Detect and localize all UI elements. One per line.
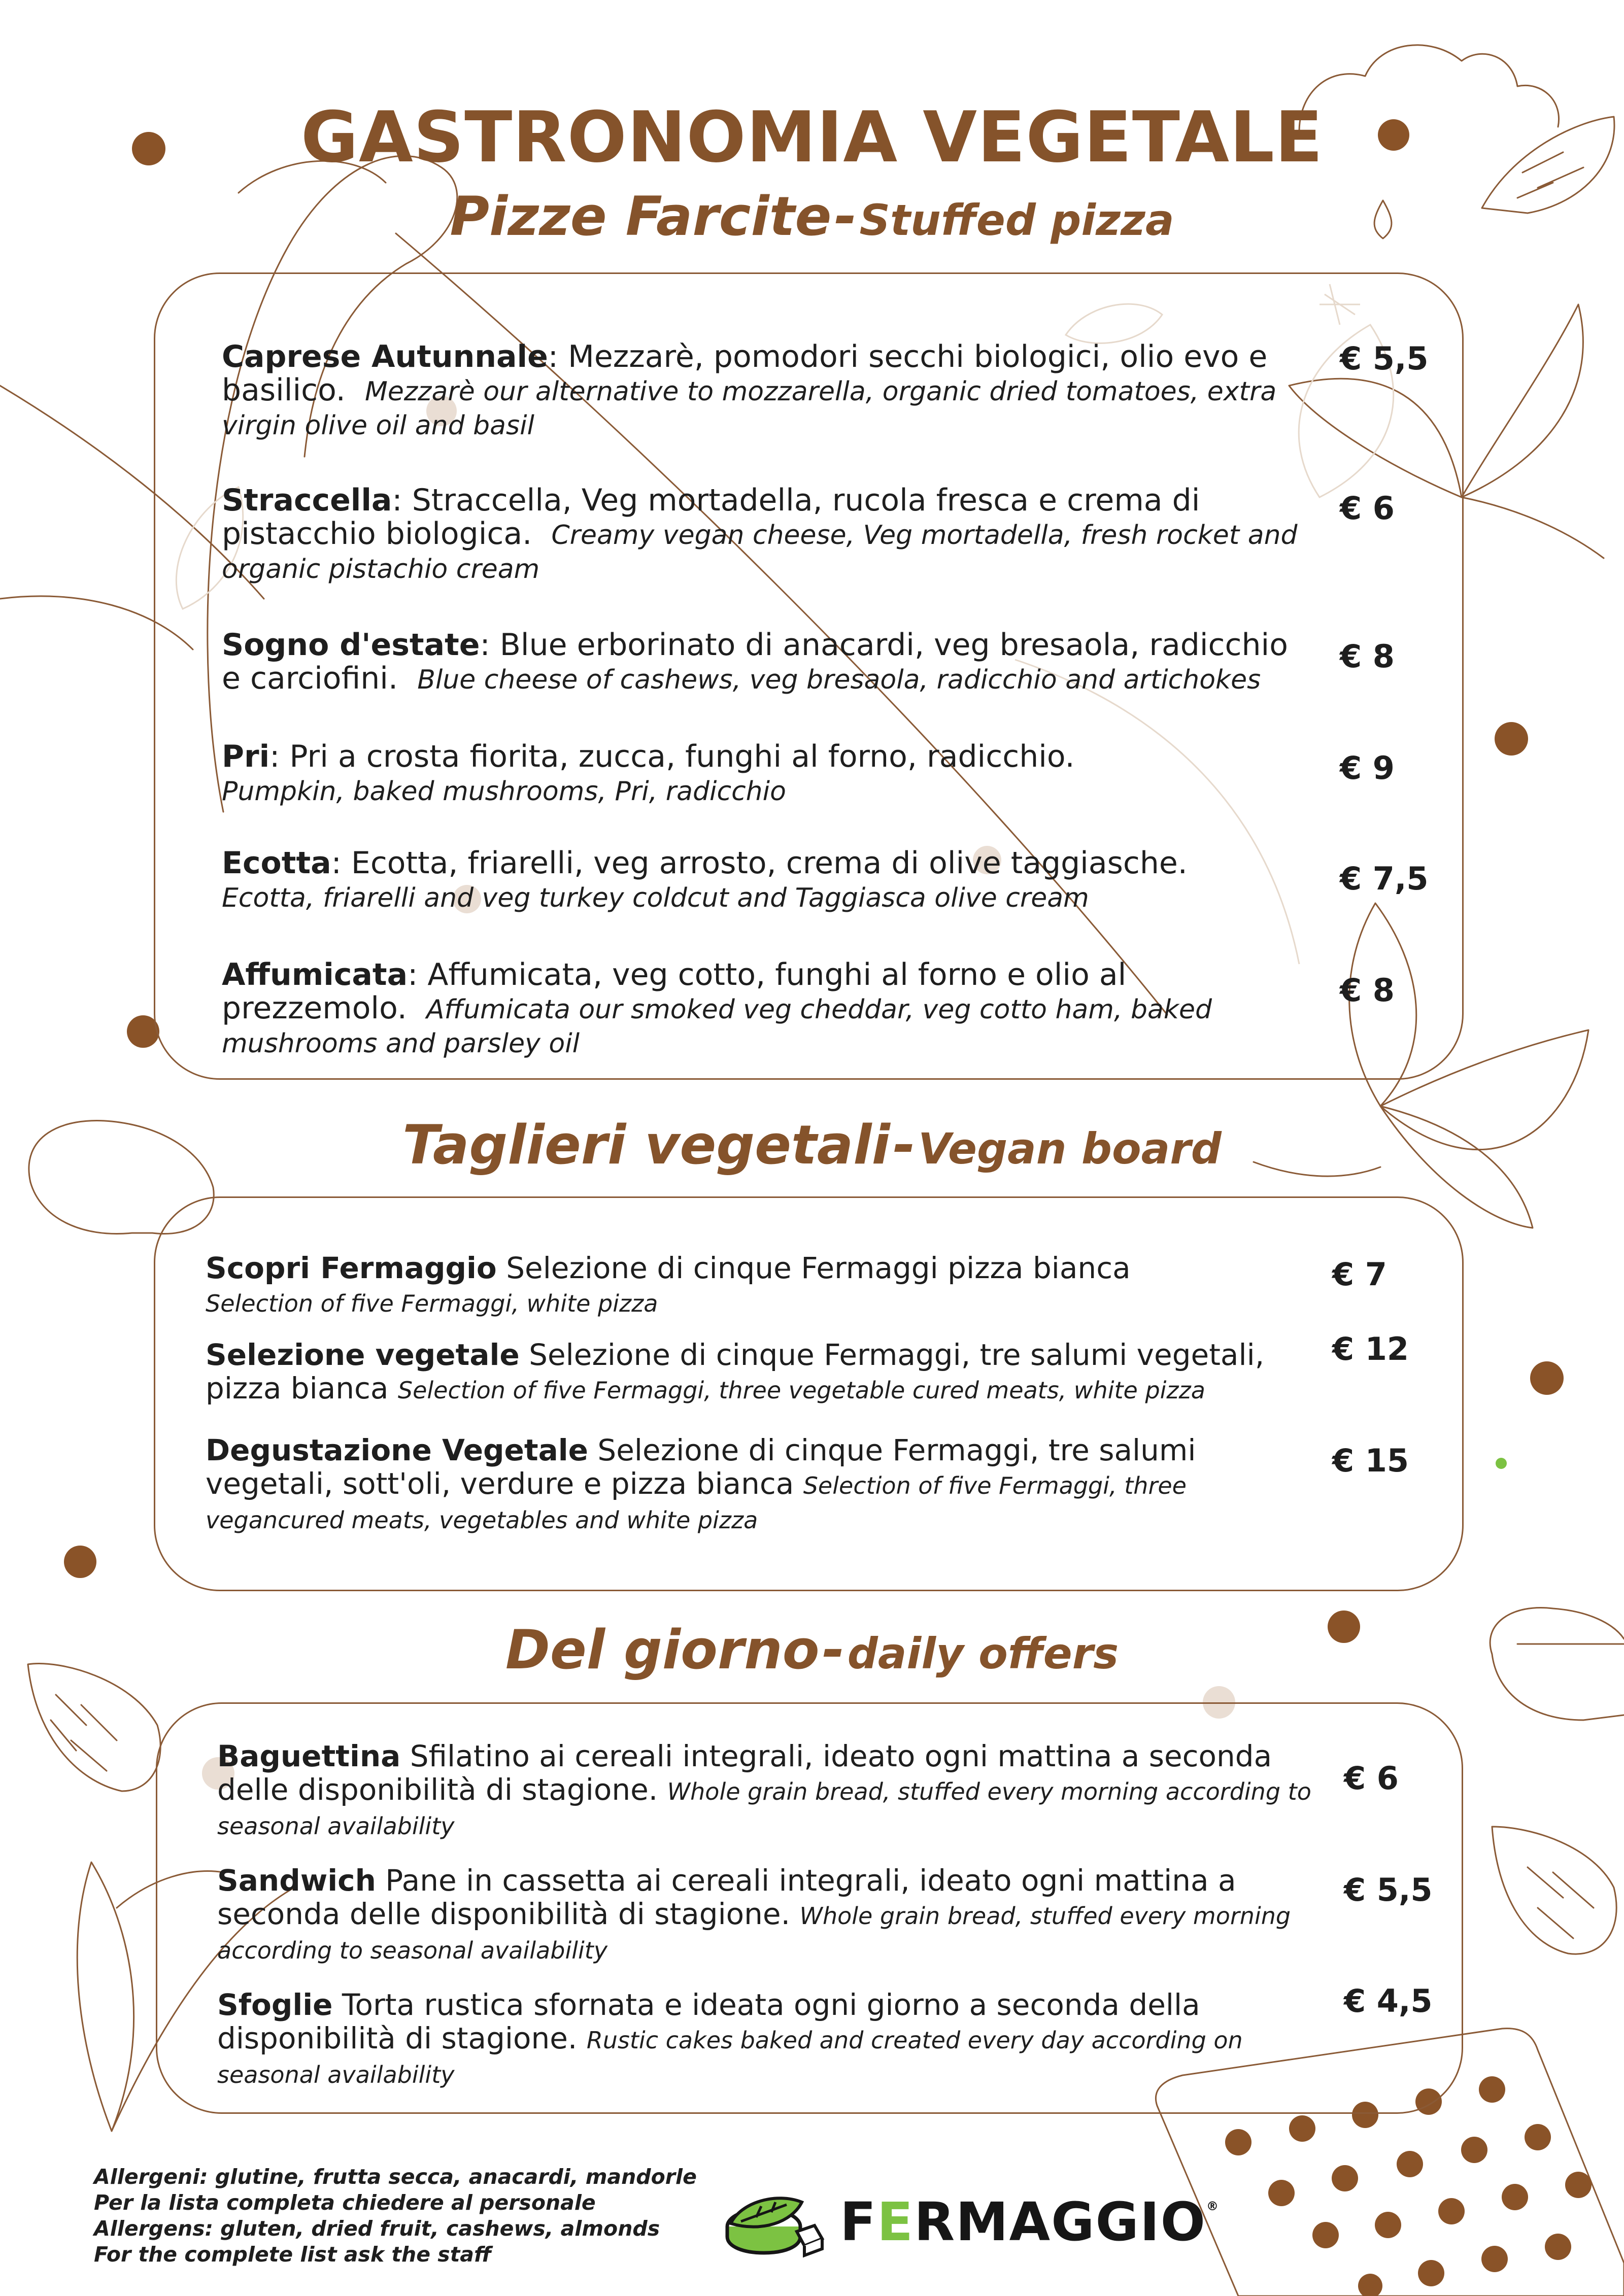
menu-item [222, 484, 1308, 585]
item-description-italian: Torta rustica sfornata e ideata ogni giorno a seconda della disponibilità di stagione. [217, 1987, 1200, 2055]
section-title-english: daily offers [847, 1629, 1119, 1678]
item-price: € 9 [1340, 749, 1395, 786]
section-title-separator: - [834, 185, 857, 248]
menu-item [222, 958, 1308, 1059]
menu-item [217, 1739, 1324, 1842]
menu-item [217, 1988, 1324, 2091]
menu-item [217, 1864, 1324, 1966]
brand-wordmark [840, 2191, 1219, 2253]
item-description-english: Selection of five Fermaggi, white pizza [206, 1290, 658, 1317]
item-description-english: Creamy vegan cheese, Veg mortadella, fresh rocket and organic pistachio cream [222, 520, 1298, 585]
menu-item [222, 740, 1308, 807]
item-name: Selezione vegetale [206, 1338, 520, 1372]
brand-letter-e: E [877, 2191, 915, 2253]
section-title-stuffed-pizza [0, 185, 1624, 248]
allergen-line: Allergeni: glutine, frutta secca, anacardi, mandorle [94, 2165, 697, 2189]
item-name: Sandwich [217, 1863, 376, 1898]
section-title-italian: Taglieri vegetali [402, 1114, 890, 1176]
item-description-italian: : Straccella, Veg mortadella, rucola fresca e crema di pistacchio biologica. [222, 483, 1200, 552]
item-price: € 5,5 [1340, 340, 1429, 377]
section-title-separator: - [893, 1114, 916, 1176]
item-name: Straccella [222, 483, 392, 518]
item-description-english: Selection of five Fermaggi, three vegancured meats, vegetables and white pizza [206, 1472, 1187, 1534]
brand-rest: RMAGGIO [914, 2191, 1206, 2253]
menu-item [222, 628, 1308, 696]
item-price: € 8 [1340, 638, 1395, 675]
menu-item [206, 1338, 1312, 1406]
item-description-english: Whole grain bread, stuffed every morning according to seasonal availability [217, 1902, 1291, 1964]
item-price: € 4,5 [1344, 1982, 1433, 2019]
item-description-english: Selection of five Fermaggi, three vegetable cured meats, white pizza [397, 1377, 1205, 1404]
item-name: Sfoglie [217, 1987, 333, 2022]
item-description-english: Affumicata our smoked veg cheddar, veg cotto ham, baked mushrooms and parsley oil [222, 995, 1212, 1059]
item-description-english: Pumpkin, baked mushrooms, Pri, radicchio [222, 776, 786, 807]
item-name: Baguettina [217, 1739, 401, 1773]
section-title-italian: Del giorno [505, 1619, 820, 1681]
item-description-italian: : Ecotta, friarelli, veg arrosto, crema di olive taggiasche. [331, 845, 1188, 881]
item-description-italian: Selezione di cinque Fermaggi pizza bianca [506, 1251, 1131, 1285]
item-description-english: Blue cheese of cashews, veg bresaola, radicchio and artichokes [417, 665, 1261, 695]
brand-letter-f: F [840, 2191, 877, 2253]
section-title-vegan-board [0, 1114, 1624, 1176]
item-price: € 6 [1340, 490, 1395, 527]
allergen-line: Allergens: gluten, dried fruit, cashews, almonds [94, 2216, 660, 2241]
item-description-italian: Sfilatino ai cereali integrali, ideato ogni mattina a seconda delle disponibilità di stagione. [217, 1739, 1272, 1807]
item-description-english: Ecotta, friarelli and veg turkey coldcut and Taggiasca olive cream [222, 883, 1089, 913]
registered-mark: ® [1206, 2199, 1219, 2213]
item-description-italian: : Blue erborinato di anacardi, veg bresaola, radicchio e carciofini. [222, 627, 1288, 696]
item-name: Caprese Autunnale [222, 339, 548, 374]
cheese-leaf-logo-icon [721, 2182, 832, 2258]
item-description-italian: : Affumicata, veg cotto, funghi al forno e olio al prezzemolo. [222, 957, 1127, 1026]
allergen-line: For the complete list ask the staff [94, 2242, 492, 2267]
page-title: GASTRONOMIA VEGETALE [300, 96, 1324, 178]
section-title-english: Stuffed pizza [859, 195, 1174, 245]
item-name: Sogno d'estate [222, 627, 480, 663]
item-description-english: Whole grain bread, stuffed every morning according to seasonal availability [217, 1778, 1311, 1840]
item-price: € 7 [1332, 1256, 1387, 1293]
item-name: Pri [222, 739, 270, 774]
item-description-english: Mezzarè our alternative to mozzarella, organic dried tomatoes, extra virgin olive oil and basil [222, 376, 1277, 441]
item-name: Scopri Fermaggio [206, 1251, 497, 1285]
menu-item [206, 1433, 1312, 1536]
menu-item [222, 340, 1308, 441]
item-price: € 12 [1332, 1330, 1409, 1367]
item-price: € 8 [1340, 972, 1395, 1009]
menu-item [206, 1251, 1312, 1319]
item-description-italian: : Mezzarè, pomodori secchi biologici, olio evo e basilico. [222, 339, 1268, 408]
item-price: € 6 [1344, 1760, 1399, 1797]
item-description-italian: Pane in cassetta ai cereali integrali, ideato ogni mattina a seconda delle disponibilità di stagione. [217, 1863, 1236, 1931]
section-title-separator: - [822, 1619, 845, 1681]
item-name: Affumicata [222, 957, 408, 992]
item-price: € 15 [1332, 1442, 1409, 1479]
item-name: Degustazione Vegetale [206, 1433, 588, 1467]
item-description-italian: Selezione di cinque Fermaggi, tre salumi vegetali, sott'oli, verdure e pizza bianca [206, 1433, 1196, 1501]
item-name: Ecotta [222, 845, 331, 881]
allergen-info [94, 2164, 697, 2268]
item-description-italian: Selezione di cinque Fermaggi, tre salumi vegetali, pizza bianca [206, 1338, 1265, 1406]
item-description-english: Rustic cakes baked and created every day according on seasonal availability [217, 2027, 1243, 2088]
item-description-italian: : Pri a crosta fiorita, zucca, funghi al forno, radicchio. [269, 739, 1075, 774]
menu-item [222, 846, 1308, 914]
allergen-line: Per la lista completa chiedere al personale [94, 2190, 596, 2215]
section-title-english: Vegan board [918, 1124, 1222, 1174]
item-price: € 7,5 [1340, 860, 1429, 897]
section-title-daily-offers [0, 1619, 1624, 1681]
section-title-italian: Pizze Farcite [450, 185, 832, 248]
item-price: € 5,5 [1344, 1871, 1433, 1908]
